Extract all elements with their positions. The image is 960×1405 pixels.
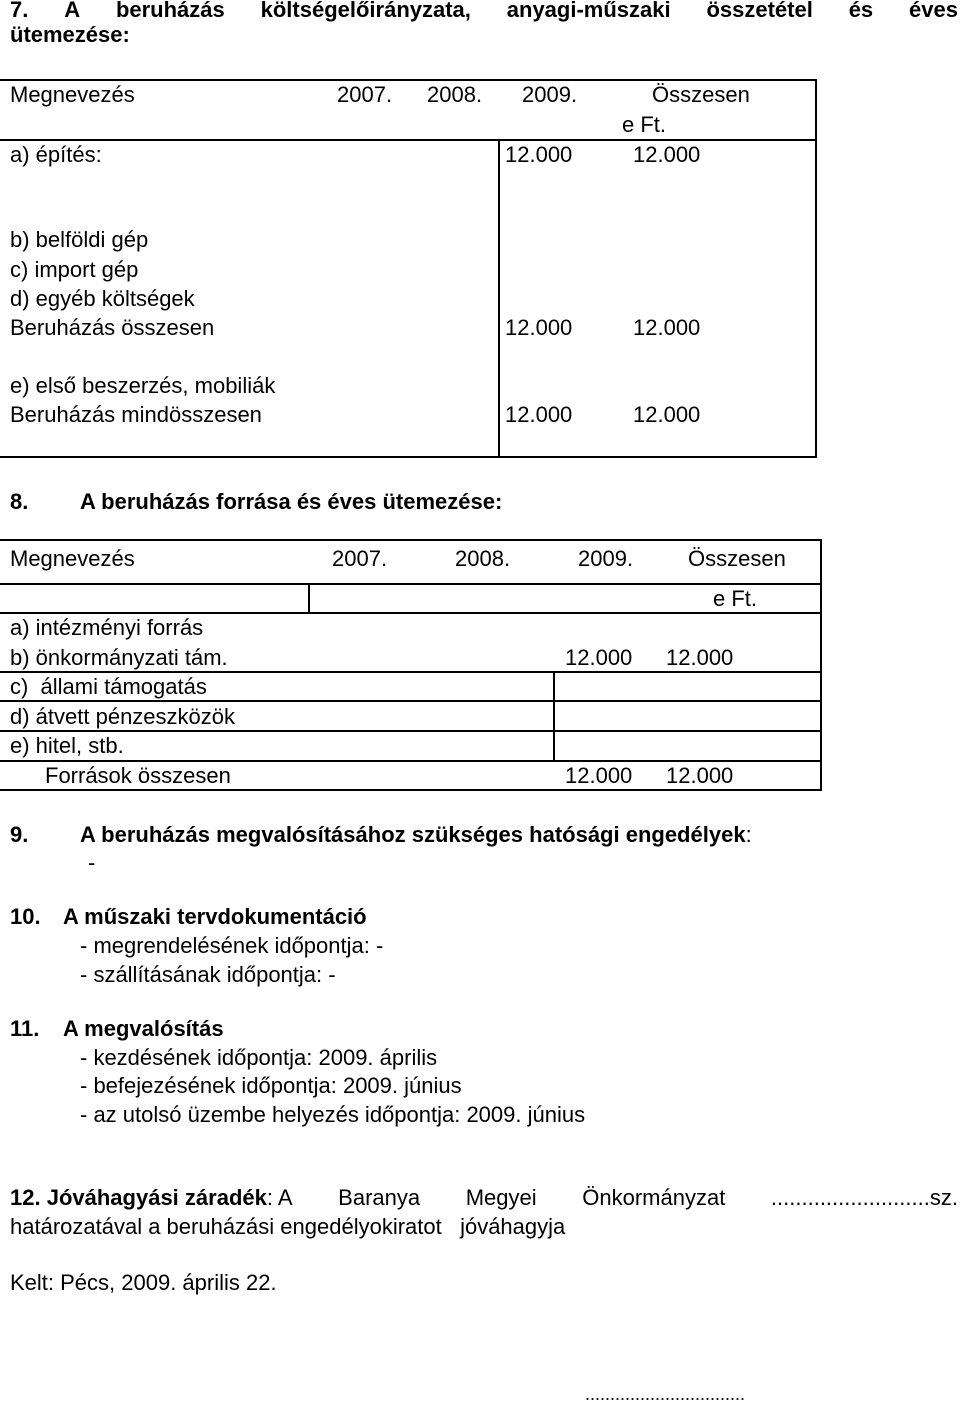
table-row-label: b) önkormányzati tám. [10,645,228,670]
table-cell-total: 12.000 [633,315,701,340]
table-border-bottom [0,789,822,791]
table-border-top [0,539,822,541]
section12-word: Önkormányzat [582,1185,726,1210]
table-row-label: a) intézményi forrás [10,615,204,640]
table-cell-2009: 12.000 [565,645,633,670]
table-row-label: e) első beszerzés, mobiliák [10,373,276,398]
col-header-2009: 2009. [578,546,634,571]
section12-number: 12. [10,1185,41,1210]
section11-line: - az utolsó üzembe helyezés időpontja: 2009. június [80,1102,586,1127]
table-row-divider [0,700,822,702]
signature-dots: ................................ [585,1384,746,1404]
section11-title: A megvalósítás [63,1016,224,1041]
table-col-divider [498,139,500,458]
col-header-unit: e Ft. [713,586,758,611]
section7-heading-line2: ütemezése: [10,22,130,47]
col-header-2007: 2007. [332,546,388,571]
section12-word: : A [266,1185,293,1210]
table-row-divider [0,612,822,614]
heading-word: anyagi-műszaki [506,0,671,22]
table-col-divider [308,583,310,612]
table-cell-total: 12.000 [633,142,701,167]
section12-line1 [10,1185,958,1211]
section10-title: A műszaki tervdokumentáció [63,904,367,929]
table-row-divider [0,730,822,732]
section12-word: Baranya [338,1185,421,1210]
section11-line: - kezdésének időpontja: 2009. április [80,1045,438,1070]
heading-word: és [848,0,874,22]
table-cell-2009: 12.000 [505,315,573,340]
col-header-2007: 2007. [337,82,393,107]
section9-title-line [80,822,752,848]
section10-line: - megrendelésének időpontja: - [80,933,384,958]
table-border-header-bottom [0,139,817,141]
section12-title: Jóváhagyási záradék [46,1185,267,1210]
table-row-divider [0,760,822,762]
table-cell-2009: 12.000 [565,763,633,788]
table-row-label: e) hitel, stb. [10,733,124,758]
table-row-label: a) építés: [10,142,102,167]
place-date: Kelt: Pécs, 2009. április 22. [10,1270,277,1295]
section8-title: A beruházás forrása és éves ütemezése: [80,489,503,514]
col-header-total: Összesen [652,82,750,107]
section9-value: - [88,850,96,875]
table-cell-2009: 12.000 [505,142,573,167]
col-header-2008: 2008. [455,546,511,571]
table-border-bottom [0,456,817,458]
table-cell-total: 12.000 [633,402,701,427]
section9-colon: : [745,822,752,847]
section9-title: A beruházás megvalósításához szükséges hatósági engedélyek [80,822,746,847]
table-border-right [815,79,817,458]
section7-heading-line1 [10,0,958,23]
section11-number: 11. [10,1016,40,1041]
heading-word: 7. [10,0,29,22]
table-row-label: c) import gép [10,257,139,282]
table-cell-2009: 12.000 [505,402,573,427]
table-row-label: Források összesen [45,763,231,788]
table-row-divider [0,671,822,673]
col-header-2008: 2008. [427,82,483,107]
table-row-label: b) belföldi gép [10,227,149,252]
section11-line: - befejezésének időpontja: 2009. június [80,1073,462,1098]
col-header-unit: e Ft. [622,112,667,137]
section12-word: ..........................sz. [770,1185,958,1210]
section9-number: 9. [10,822,29,847]
table-border-top [0,79,817,81]
col-header-total: Összesen [688,546,786,571]
heading-word: összetétel [706,0,813,22]
section10-number: 10. [10,904,41,929]
heading-word: A [64,0,81,22]
col-header-name: Megnevezés [10,546,135,571]
table-row-label: c) állami támogatás [10,674,207,699]
col-header-name: Megnevezés [10,82,135,107]
heading-word: költségelőirányzata, [260,0,471,22]
section12-heading [10,1185,293,1211]
table-border-right [820,539,822,791]
heading-word: beruházás [115,0,225,22]
table-cell-total: 12.000 [666,645,734,670]
section12-word: Megyei [465,1185,537,1210]
table-row-label: d) egyéb költségek [10,286,195,311]
col-header-2009: 2009. [522,82,578,107]
table-cell-total: 12.000 [666,763,734,788]
table-row-label: Beruházás összesen [10,315,215,340]
table-row-divider [0,583,822,585]
section8-number: 8. [10,489,29,514]
table-row-label: Beruházás mindösszesen [10,402,262,427]
table-col-divider [553,671,555,761]
heading-word: éves [909,0,958,22]
section12-line2: határozatával a beruházási engedélyokiratot jóváhagyja [10,1214,566,1239]
section10-line: - szállításának időpontja: - [80,962,336,987]
table-row-label: d) átvett pénzeszközök [10,704,236,729]
